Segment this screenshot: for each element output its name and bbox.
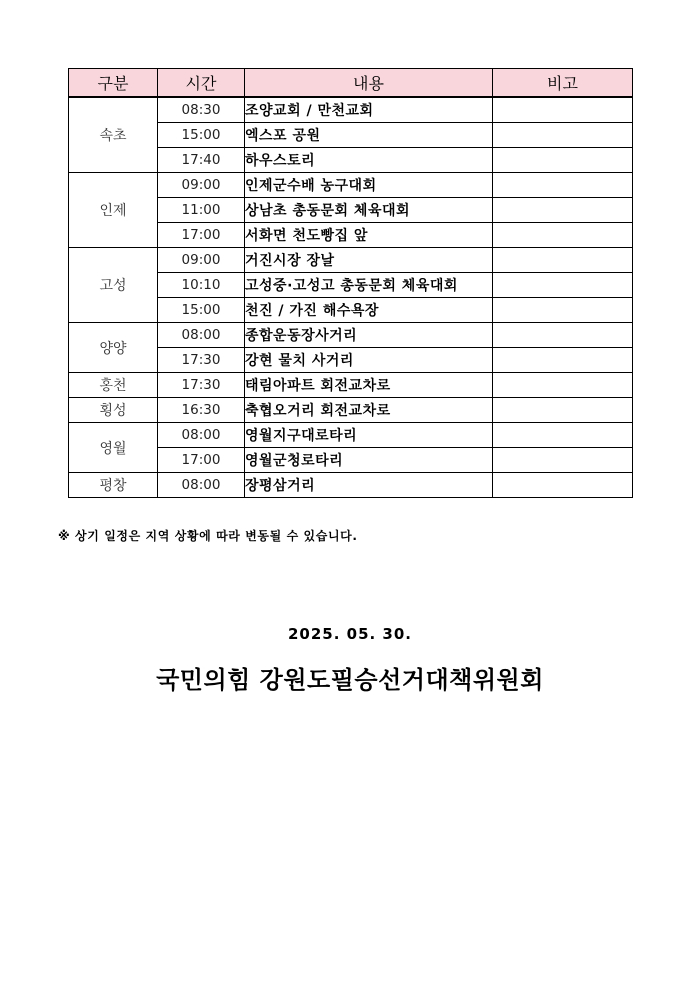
content-cell: 천진 / 가진 해수욕장 bbox=[245, 298, 493, 323]
schedule-table bbox=[68, 68, 633, 498]
time-cell: 17:30 bbox=[158, 373, 245, 398]
region-cell: 속초 bbox=[69, 97, 158, 173]
time-cell: 09:00 bbox=[158, 248, 245, 273]
table-row bbox=[69, 248, 633, 273]
time-cell: 08:00 bbox=[158, 473, 245, 498]
table-row bbox=[69, 173, 633, 198]
note-cell bbox=[493, 373, 633, 398]
content-cell: 영월군청로타리 bbox=[245, 448, 493, 473]
content-cell: 고성중·고성고 총동문회 체육대회 bbox=[245, 273, 493, 298]
region-cell: 양양 bbox=[69, 323, 158, 373]
note-cell bbox=[493, 97, 633, 123]
time-cell: 08:00 bbox=[158, 423, 245, 448]
region-cell: 영월 bbox=[69, 423, 158, 473]
table-row bbox=[69, 398, 633, 423]
table-row bbox=[69, 423, 633, 448]
content-cell: 상남초 총동문회 체육대회 bbox=[245, 198, 493, 223]
content-cell: 축협오거리 회전교차로 bbox=[245, 398, 493, 423]
time-cell: 11:00 bbox=[158, 198, 245, 223]
table-header-row bbox=[69, 69, 633, 98]
content-cell: 종합운동장사거리 bbox=[245, 323, 493, 348]
time-cell: 15:00 bbox=[158, 123, 245, 148]
note-cell bbox=[493, 423, 633, 448]
time-cell: 17:40 bbox=[158, 148, 245, 173]
table-row bbox=[69, 373, 633, 398]
content-cell: 엑스포 공원 bbox=[245, 123, 493, 148]
note-cell bbox=[493, 398, 633, 423]
content-cell: 영월지구대로타리 bbox=[245, 423, 493, 448]
time-cell: 15:00 bbox=[158, 298, 245, 323]
region-cell: 인제 bbox=[69, 173, 158, 248]
header-note: 비고 bbox=[493, 69, 633, 98]
table-row bbox=[69, 97, 633, 123]
note-cell bbox=[493, 148, 633, 173]
content-cell: 서화면 천도빵집 앞 bbox=[245, 223, 493, 248]
note-cell bbox=[493, 348, 633, 373]
schedule-body bbox=[69, 97, 633, 498]
content-cell: 강현 물치 사거리 bbox=[245, 348, 493, 373]
time-cell: 09:00 bbox=[158, 173, 245, 198]
region-cell: 고성 bbox=[69, 248, 158, 323]
content-cell: 태림아파트 회전교차로 bbox=[245, 373, 493, 398]
time-cell: 16:30 bbox=[158, 398, 245, 423]
header-time: 시간 bbox=[158, 69, 245, 98]
content-cell: 거진시장 장날 bbox=[245, 248, 493, 273]
note-cell bbox=[493, 273, 633, 298]
note-cell bbox=[493, 323, 633, 348]
document-date: 2025. 05. 30. bbox=[287, 625, 413, 643]
note-cell bbox=[493, 298, 633, 323]
content-cell: 장평삼거리 bbox=[245, 473, 493, 498]
time-cell: 08:00 bbox=[158, 323, 245, 348]
content-cell: 조양교회 / 만천교회 bbox=[245, 97, 493, 123]
table-row bbox=[69, 323, 633, 348]
header-region: 구분 bbox=[69, 69, 158, 98]
footnote: ※ 상기 일정은 지역 상황에 따라 변동될 수 있습니다. bbox=[58, 529, 358, 543]
note-cell bbox=[493, 248, 633, 273]
note-cell bbox=[493, 198, 633, 223]
time-cell: 17:30 bbox=[158, 348, 245, 373]
region-cell: 홍천 bbox=[69, 373, 158, 398]
organization-name: 국민의힘 강원도필승선거대책위원회 bbox=[156, 666, 544, 694]
content-cell: 하우스토리 bbox=[245, 148, 493, 173]
time-cell: 08:30 bbox=[158, 97, 245, 123]
note-cell bbox=[493, 123, 633, 148]
time-cell: 17:00 bbox=[158, 223, 245, 248]
note-cell bbox=[493, 473, 633, 498]
content-cell: 인제군수배 농구대회 bbox=[245, 173, 493, 198]
note-cell bbox=[493, 173, 633, 198]
region-cell: 평창 bbox=[69, 473, 158, 498]
region-cell: 횡성 bbox=[69, 398, 158, 423]
table-row bbox=[69, 473, 633, 498]
time-cell: 17:00 bbox=[158, 448, 245, 473]
note-cell bbox=[493, 223, 633, 248]
header-content: 내용 bbox=[245, 69, 493, 98]
note-cell bbox=[493, 448, 633, 473]
time-cell: 10:10 bbox=[158, 273, 245, 298]
